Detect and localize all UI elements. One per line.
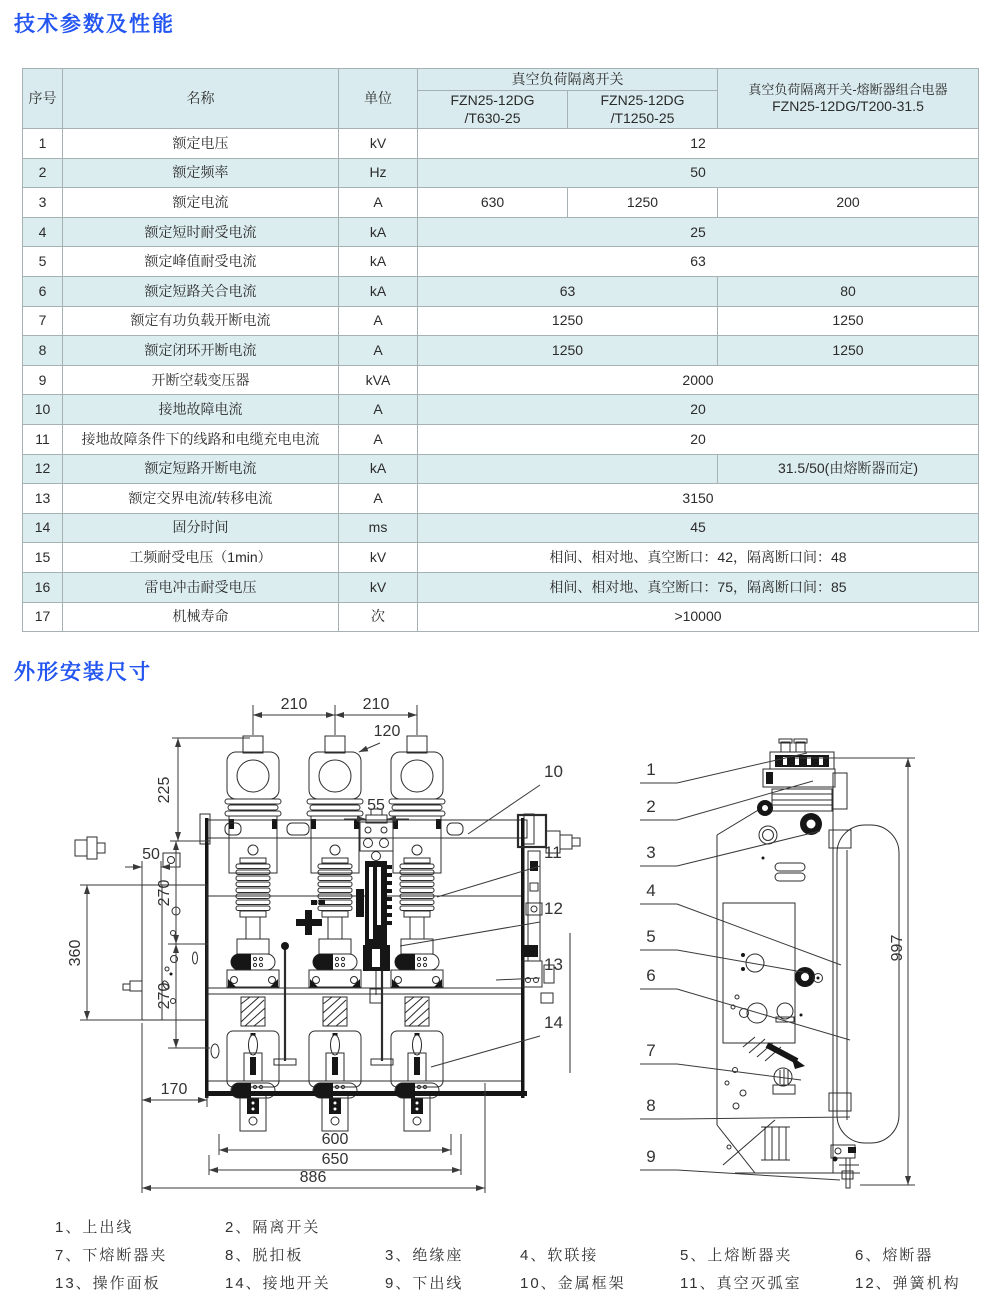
no-cell: 13 bbox=[23, 484, 63, 514]
name-cell: 开断空载变压器 bbox=[63, 365, 339, 395]
col-header-no: 序号 bbox=[23, 69, 63, 129]
val-cell: 80 bbox=[718, 276, 979, 306]
unit-cell: Hz bbox=[339, 158, 418, 188]
no-cell: 10 bbox=[23, 395, 63, 425]
val-cell bbox=[418, 454, 718, 484]
dim-55: 55 bbox=[367, 797, 385, 814]
model1-line2: /T630-25 bbox=[464, 109, 521, 126]
legend-item: 9、下出线 bbox=[385, 1274, 464, 1292]
unit-cell: A bbox=[339, 395, 418, 425]
combo-model-line1: 真空负荷隔离开关-熔断器组合电器 bbox=[748, 82, 948, 98]
dim-170: 170 bbox=[160, 1081, 188, 1098]
col-header-model2 bbox=[568, 91, 718, 129]
table-row bbox=[23, 336, 979, 366]
unit-cell: A bbox=[339, 336, 418, 366]
name-cell: 雷电冲击耐受电压 bbox=[63, 572, 339, 602]
table-row bbox=[23, 188, 979, 218]
parameters-table bbox=[22, 68, 979, 632]
val-cell: 31.5/50(由熔断器而定) bbox=[718, 454, 979, 484]
val-cell: 3150 bbox=[418, 484, 979, 514]
dim-225: 225 bbox=[156, 776, 173, 804]
legend-item: 8、脱扣板 bbox=[225, 1246, 304, 1264]
model1-line1: FZN25-12DG bbox=[450, 92, 535, 109]
name-cell: 额定有功负载开断电流 bbox=[63, 306, 339, 336]
table-row bbox=[23, 365, 979, 395]
dim-210-right: 210 bbox=[362, 696, 390, 713]
legend-row bbox=[55, 1212, 985, 1240]
legend-row bbox=[55, 1240, 985, 1268]
legend-item: 3、绝缘座 bbox=[385, 1246, 464, 1264]
section-title-parameters: 技术参数及性能 bbox=[14, 13, 175, 36]
unit-cell: A bbox=[339, 306, 418, 336]
val-cell: 1250 bbox=[718, 336, 979, 366]
unit-cell: kA bbox=[339, 276, 418, 306]
dim-270-top: 270 bbox=[156, 879, 173, 907]
table-row bbox=[23, 484, 979, 514]
unit-cell: kVA bbox=[339, 365, 418, 395]
val-cell: 1250 bbox=[568, 188, 718, 218]
no-cell: 3 bbox=[23, 188, 63, 218]
table-row bbox=[23, 158, 979, 188]
name-cell: 工频耐受电压（1min） bbox=[63, 543, 339, 573]
table-row bbox=[23, 306, 979, 336]
dim-270-bottom: 270 bbox=[156, 982, 173, 1010]
name-cell: 额定峰值耐受电流 bbox=[63, 247, 339, 277]
callout-14: 14 bbox=[544, 1013, 563, 1032]
table-row bbox=[23, 395, 979, 425]
callout-2: 2 bbox=[646, 797, 656, 816]
val-cell: 12 bbox=[418, 129, 979, 159]
name-cell: 接地故障条件下的线路和电缆充电电流 bbox=[63, 424, 339, 454]
name-cell: 机械寿命 bbox=[63, 602, 339, 632]
legend-item: 2、隔离开关 bbox=[225, 1218, 321, 1236]
legend-row bbox=[55, 1268, 985, 1296]
legend-item: 5、上熔断器夹 bbox=[680, 1246, 793, 1264]
pole-assembly-right bbox=[389, 736, 445, 1131]
name-cell: 额定闭环开断电流 bbox=[63, 336, 339, 366]
callout-10: 10 bbox=[544, 762, 563, 781]
table-row bbox=[23, 454, 979, 484]
no-cell: 2 bbox=[23, 158, 63, 188]
legend-item: 6、熔断器 bbox=[855, 1246, 934, 1264]
unit-cell: kV bbox=[339, 543, 418, 573]
no-cell: 9 bbox=[23, 365, 63, 395]
name-cell: 额定短路关合电流 bbox=[63, 276, 339, 306]
dim-120: 120 bbox=[373, 723, 401, 740]
name-cell: 额定短路开断电流 bbox=[63, 454, 339, 484]
no-cell: 15 bbox=[23, 543, 63, 573]
table-row bbox=[23, 572, 979, 602]
parts-legend bbox=[55, 1212, 985, 1296]
unit-cell: ms bbox=[339, 513, 418, 543]
val-cell: 63 bbox=[418, 276, 718, 306]
table-row bbox=[23, 424, 979, 454]
legend-item: 7、下熔断器夹 bbox=[55, 1246, 168, 1264]
combo-model-line2: FZN25-12DG/T200-31.5 bbox=[772, 97, 924, 114]
callout-13: 13 bbox=[544, 955, 563, 974]
val-cell: 50 bbox=[418, 158, 979, 188]
unit-cell: kA bbox=[339, 217, 418, 247]
legend-item: 10、金属框架 bbox=[520, 1274, 626, 1292]
table-row bbox=[23, 513, 979, 543]
callout-12: 12 bbox=[544, 899, 563, 918]
unit-cell: kA bbox=[339, 454, 418, 484]
val-cell: 63 bbox=[418, 247, 979, 277]
table-row bbox=[23, 276, 979, 306]
val-cell: >10000 bbox=[418, 602, 979, 632]
name-cell: 额定电流 bbox=[63, 188, 339, 218]
col-header-unit: 单位 bbox=[339, 69, 418, 129]
dim-210-left: 210 bbox=[280, 696, 308, 713]
table-row bbox=[23, 602, 979, 632]
no-cell: 5 bbox=[23, 247, 63, 277]
legend-item: 11、真空灭弧室 bbox=[680, 1274, 802, 1292]
name-cell: 接地故障电流 bbox=[63, 395, 339, 425]
name-cell: 额定频率 bbox=[63, 158, 339, 188]
no-cell: 17 bbox=[23, 602, 63, 632]
shaft-end bbox=[75, 837, 180, 867]
callout-7: 7 bbox=[646, 1041, 656, 1060]
no-cell: 12 bbox=[23, 454, 63, 484]
legend-item: 12、弹簧机构 bbox=[855, 1274, 961, 1292]
callout-3: 3 bbox=[646, 843, 656, 862]
val-cell: 1250 bbox=[418, 336, 718, 366]
callout-5: 5 bbox=[646, 927, 656, 946]
dim-600: 600 bbox=[321, 1131, 349, 1148]
model2-line1: FZN25-12DG bbox=[600, 92, 685, 109]
val-cell: 45 bbox=[418, 513, 979, 543]
col-header-group: 真空负荷隔离开关 bbox=[418, 69, 718, 91]
no-cell: 16 bbox=[23, 572, 63, 602]
val-cell: 25 bbox=[418, 217, 979, 247]
no-cell: 8 bbox=[23, 336, 63, 366]
dim-997: 997 bbox=[889, 934, 906, 962]
no-cell: 4 bbox=[23, 217, 63, 247]
callout-9: 9 bbox=[646, 1147, 656, 1166]
val-cell: 相间、相对地、真空断口：42，隔离断口间：48 bbox=[418, 543, 979, 573]
val-cell: 20 bbox=[418, 395, 979, 425]
val-cell: 1250 bbox=[718, 306, 979, 336]
val-cell: 20 bbox=[418, 424, 979, 454]
table-row bbox=[23, 543, 979, 573]
side-structure bbox=[717, 739, 899, 1188]
unit-cell: kV bbox=[339, 572, 418, 602]
no-cell: 1 bbox=[23, 129, 63, 159]
legend-item: 1、上出线 bbox=[55, 1218, 134, 1236]
unit-cell: A bbox=[339, 424, 418, 454]
side-view-diagram bbox=[615, 695, 1000, 1210]
legend-item: 14、接地开关 bbox=[225, 1274, 331, 1292]
name-cell: 额定交界电流/转移电流 bbox=[63, 484, 339, 514]
dim-50: 50 bbox=[142, 846, 160, 863]
val-cell: 200 bbox=[718, 188, 979, 218]
val-cell: 1250 bbox=[418, 306, 718, 336]
col-header-combo bbox=[718, 69, 979, 129]
no-cell: 7 bbox=[23, 306, 63, 336]
val-cell: 相间、相对地、真空断口：75，隔离断口间：85 bbox=[418, 572, 979, 602]
dim-360: 360 bbox=[67, 939, 84, 967]
table-row bbox=[23, 217, 979, 247]
unit-cell: A bbox=[339, 484, 418, 514]
callout-6: 6 bbox=[646, 966, 656, 985]
dimension-drawings bbox=[0, 693, 1000, 1211]
unit-cell: 次 bbox=[339, 602, 418, 632]
col-header-model1 bbox=[418, 91, 568, 129]
val-cell: 2000 bbox=[418, 365, 979, 395]
dim-650: 650 bbox=[321, 1151, 349, 1168]
no-cell: 6 bbox=[23, 276, 63, 306]
callout-11: 11 bbox=[544, 843, 562, 862]
unit-cell: kA bbox=[339, 247, 418, 277]
unit-cell: A bbox=[339, 188, 418, 218]
name-cell: 额定短时耐受电流 bbox=[63, 217, 339, 247]
name-cell: 额定电压 bbox=[63, 129, 339, 159]
callout-1: 1 bbox=[646, 760, 656, 779]
legend-item: 13、操作面板 bbox=[55, 1274, 161, 1292]
callout-8: 8 bbox=[646, 1096, 656, 1115]
callout-4: 4 bbox=[646, 881, 656, 900]
front-view-diagram bbox=[60, 693, 640, 1208]
dim-886: 886 bbox=[299, 1169, 327, 1186]
no-cell: 14 bbox=[23, 513, 63, 543]
model2-line2: /T1250-25 bbox=[610, 109, 675, 126]
pole-assembly-middle bbox=[307, 736, 363, 1131]
name-cell: 固分时间 bbox=[63, 513, 339, 543]
table-row bbox=[23, 247, 979, 277]
col-header-name: 名称 bbox=[63, 69, 339, 129]
no-cell: 11 bbox=[23, 424, 63, 454]
legend-item: 4、软联接 bbox=[520, 1246, 599, 1264]
table-row bbox=[23, 129, 979, 159]
pole-assembly-left bbox=[225, 736, 281, 1131]
val-cell: 630 bbox=[418, 188, 568, 218]
section-title-dimensions: 外形安装尺寸 bbox=[14, 661, 152, 684]
unit-cell: kV bbox=[339, 129, 418, 159]
fuse-tube bbox=[837, 825, 899, 1143]
